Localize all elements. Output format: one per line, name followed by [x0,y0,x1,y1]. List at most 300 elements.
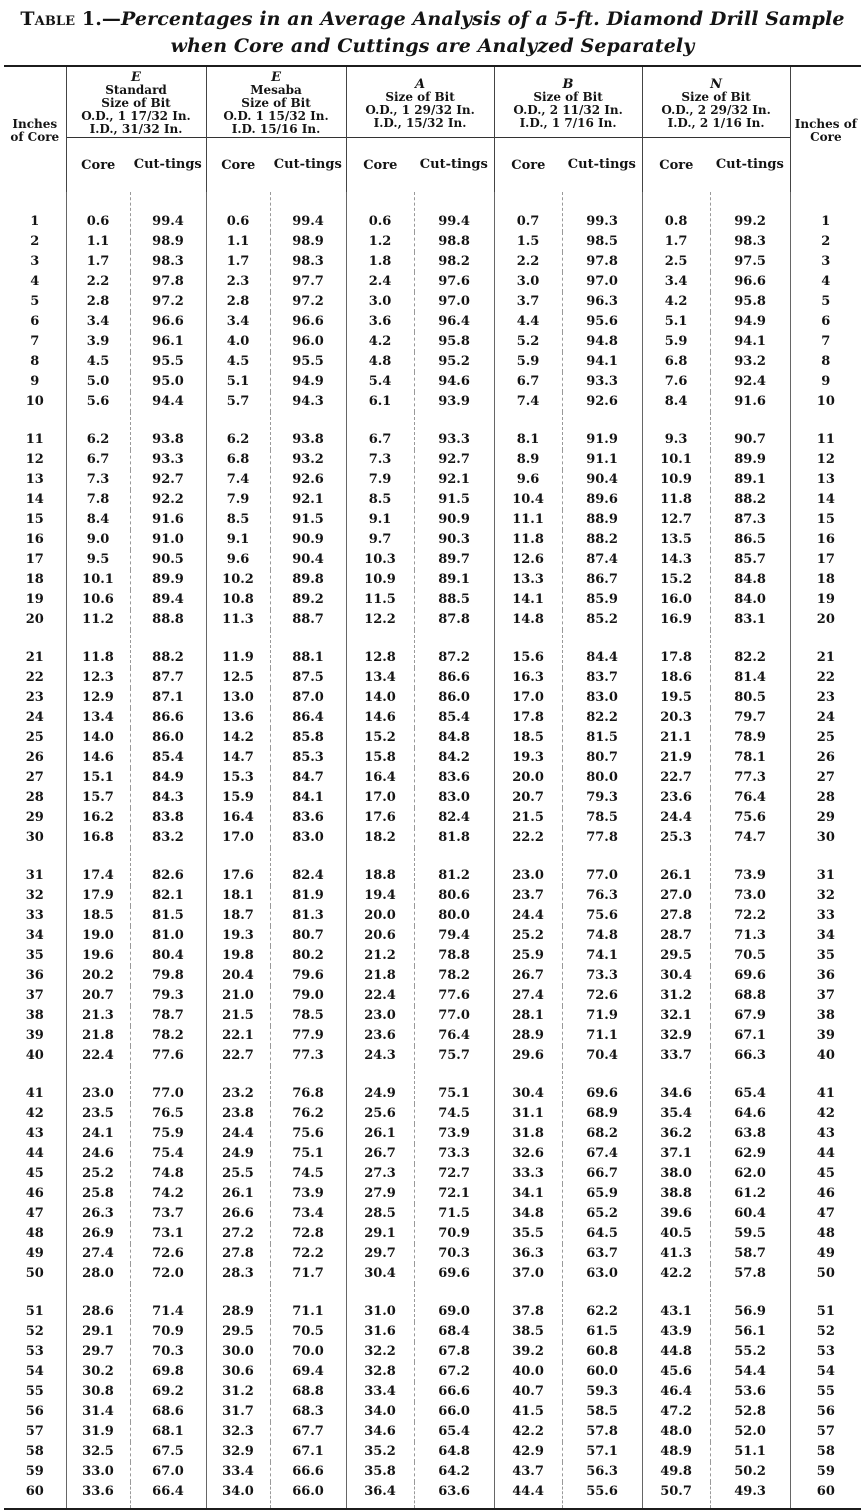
row-label-left: 47 [25,1206,44,1221]
cuttings-value: 90.7 [710,412,790,450]
core-value: 0.7 [494,192,562,232]
cuttings-value: 84.8 [414,728,494,748]
table-row [4,312,861,332]
core-value: 14.2 [206,728,270,748]
core-value: 6.8 [642,352,710,372]
row-label-right: 39 [790,1026,861,1046]
core-value: 28.9 [494,1026,562,1046]
core-value: 9.0 [66,530,130,550]
core-value: 21.8 [346,966,414,986]
core-value: 11.8 [494,530,562,550]
row-label-right: 44 [790,1144,861,1164]
core-value: 32.5 [66,1442,130,1462]
core-value: 23.0 [346,1006,414,1026]
cuttings-value: 93.8 [270,412,346,450]
core-value: 13.0 [206,688,270,708]
core-value: 17.4 [66,848,130,886]
subheader-core: Core [66,138,130,193]
row-label-right: 53 [790,1342,861,1362]
cuttings-value: 74.8 [562,926,642,946]
cuttings-value: 81.2 [414,848,494,886]
core-value: 5.9 [494,352,562,372]
cuttings-value: 77.6 [130,1046,206,1066]
cuttings-value: 99.4 [414,192,494,232]
core-value: 21.5 [494,808,562,828]
cuttings-value: 73.9 [270,1184,346,1204]
cuttings-value: 72.0 [130,1264,206,1284]
row-label-right: 5 [790,292,861,312]
row-label-right: 16 [790,530,861,550]
core-value: 36.4 [346,1482,414,1509]
cuttings-value: 51.1 [710,1442,790,1462]
core-value: 21.5 [206,1006,270,1026]
bit-line: Mesaba [250,83,302,97]
row-label-left: 9 [30,374,40,389]
table-row [4,1104,861,1124]
core-value: 16.4 [346,768,414,788]
cuttings-value: 77.3 [270,1046,346,1066]
core-value: 34.0 [346,1402,414,1422]
table-row [4,906,861,926]
cuttings-value: 79.3 [130,986,206,1006]
cuttings-value: 74.8 [130,1164,206,1184]
core-value: 3.4 [206,312,270,332]
core-value: 40.5 [642,1224,710,1244]
core-value: 0.6 [346,192,414,232]
core-value: 7.4 [494,392,562,412]
cuttings-value: 93.2 [270,450,346,470]
core-value: 17.9 [66,886,130,906]
core-value: 10.4 [494,490,562,510]
core-value: 30.0 [206,1342,270,1362]
core-value: 13.3 [494,570,562,590]
cuttings-value: 85.3 [270,748,346,768]
row-label-left: 10 [25,394,44,409]
cuttings-value: 82.6 [130,848,206,886]
core-value: 39.2 [494,1342,562,1362]
cuttings-value: 64.8 [414,1442,494,1462]
core-value: 13.6 [206,708,270,728]
cuttings-value: 72.6 [130,1244,206,1264]
cuttings-value: 81.0 [130,926,206,946]
cuttings-value: 90.4 [270,550,346,570]
cuttings-value: 76.2 [270,1104,346,1124]
row-label-right: 42 [790,1104,861,1124]
core-value: 10.9 [642,470,710,490]
table-row [4,372,861,392]
cuttings-value: 91.1 [562,450,642,470]
cuttings-value: 83.0 [414,788,494,808]
cuttings-value: 68.2 [562,1124,642,1144]
core-value: 16.2 [66,808,130,828]
core-value: 7.4 [206,470,270,490]
table-row [4,1164,861,1184]
core-value: 18.5 [494,728,562,748]
cuttings-value: 85.4 [414,708,494,728]
table-row [4,1244,861,1264]
cuttings-value: 75.6 [270,1124,346,1144]
core-value: 25.6 [346,1104,414,1124]
cuttings-value: 87.5 [270,668,346,688]
bit-line: I.D., 15/32 In. [373,115,467,130]
cuttings-value: 78.8 [414,946,494,966]
cuttings-value: 86.4 [270,708,346,728]
cuttings-value: 78.7 [130,1006,206,1026]
core-value: 28.9 [206,1284,270,1322]
core-value: 47.2 [642,1402,710,1422]
core-value: 21.0 [206,986,270,1006]
core-value: 12.8 [346,630,414,668]
core-value: 7.3 [66,470,130,490]
core-value: 18.6 [642,668,710,688]
bit-letter: A [414,76,426,92]
core-value: 29.1 [346,1224,414,1244]
subheader-cuttings: Cut-tings [270,138,346,193]
core-value: 7.8 [66,490,130,510]
cuttings-value: 85.2 [562,610,642,630]
core-value: 28.5 [346,1204,414,1224]
cuttings-value: 66.6 [414,1382,494,1402]
bit-line: Standard [105,83,167,97]
core-value: 12.2 [346,610,414,630]
cuttings-value: 69.6 [414,1264,494,1284]
core-value: 0.8 [642,192,710,232]
core-value: 34.1 [494,1184,562,1204]
row-label-left: 37 [25,988,44,1003]
core-value: 28.3 [206,1264,270,1284]
row-label-left: 7 [30,334,40,349]
cuttings-value: 92.2 [130,490,206,510]
core-value: 5.6 [66,392,130,412]
cuttings-value: 73.3 [414,1144,494,1164]
table-row [4,272,861,292]
subheader-core: Core [642,138,710,193]
cuttings-value: 89.9 [710,450,790,470]
table-row [4,966,861,986]
row-label-left: 35 [25,948,44,963]
cuttings-value: 91.6 [130,510,206,530]
core-value: 27.0 [642,886,710,906]
cuttings-value: 80.5 [710,688,790,708]
core-value: 34.8 [494,1204,562,1224]
core-value: 25.9 [494,946,562,966]
row-label-right: 50 [790,1264,861,1284]
cuttings-value: 85.7 [710,550,790,570]
core-value: 43.9 [642,1322,710,1342]
table-header [4,66,861,192]
cuttings-value: 76.4 [710,788,790,808]
core-value: 9.6 [494,470,562,490]
row-label-left: 41 [25,1086,44,1101]
row-label-left: 23 [25,690,44,705]
core-value: 32.9 [206,1442,270,1462]
core-value: 3.7 [494,292,562,312]
core-value: 10.3 [346,550,414,570]
row-label-right: 37 [790,986,861,1006]
cuttings-value: 61.2 [710,1184,790,1204]
cuttings-value: 70.4 [562,1046,642,1066]
cuttings-value: 94.8 [562,332,642,352]
core-value: 7.9 [206,490,270,510]
cuttings-value: 93.3 [562,372,642,392]
core-value: 9.3 [642,412,710,450]
row-label-right: 48 [790,1224,861,1244]
row-label-left: 17 [25,552,44,567]
row-label-right: 17 [790,550,861,570]
table-row [4,1224,861,1244]
cuttings-value: 55.6 [562,1482,642,1509]
core-value: 27.8 [206,1244,270,1264]
cuttings-value: 78.9 [710,728,790,748]
core-value: 13.5 [642,530,710,550]
core-value: 11.8 [642,490,710,510]
row-label-left: 48 [25,1226,44,1241]
cuttings-value: 99.2 [710,192,790,232]
core-value: 1.7 [206,252,270,272]
core-value: 5.7 [206,392,270,412]
core-value: 38.0 [642,1164,710,1184]
core-value: 25.3 [642,828,710,848]
row-label-right: 19 [790,590,861,610]
core-value: 18.5 [66,906,130,926]
cuttings-value: 97.0 [414,292,494,312]
cuttings-value: 88.1 [270,630,346,668]
row-label-left: 8 [30,354,40,369]
row-label-left: 16 [25,532,44,547]
cuttings-value: 74.1 [562,946,642,966]
core-value: 27.8 [642,906,710,926]
row-label-right: 57 [790,1422,861,1442]
table-caption [4,6,861,60]
cuttings-value: 81.5 [562,728,642,748]
core-value: 21.3 [66,1006,130,1026]
cuttings-value: 69.6 [710,966,790,986]
core-value: 30.4 [346,1264,414,1284]
core-value: 26.3 [66,1204,130,1224]
core-value: 15.1 [66,768,130,788]
row-label-left: 57 [25,1424,44,1439]
row-label-left: 15 [25,512,44,527]
core-value: 32.3 [206,1422,270,1442]
cuttings-value: 78.2 [414,966,494,986]
cuttings-value: 77.0 [414,1006,494,1026]
core-value: 19.8 [206,946,270,966]
cuttings-value: 89.7 [414,550,494,570]
core-value: 12.5 [206,668,270,688]
cuttings-value: 67.4 [562,1144,642,1164]
row-label-right: 18 [790,570,861,590]
cuttings-value: 73.0 [710,886,790,906]
bit-line: O.D., 1 17/32 In. [81,109,191,123]
row-label-right: 21 [790,630,861,668]
core-value: 28.7 [642,926,710,946]
bit-line: Size of Bit [681,89,751,104]
cuttings-value: 73.9 [414,1124,494,1144]
core-value: 29.5 [206,1322,270,1342]
cuttings-value: 81.4 [710,668,790,688]
core-value: 5.0 [66,372,130,392]
row-label-left: 60 [4,1482,66,1509]
core-value: 20.6 [346,926,414,946]
cuttings-value: 97.6 [414,272,494,292]
core-value: 26.9 [66,1224,130,1244]
core-value: 24.6 [66,1144,130,1164]
cuttings-value: 81.9 [270,886,346,906]
core-value: 48.0 [642,1422,710,1442]
group-header-standard-e [66,66,206,138]
row-label-right: 1 [790,192,861,232]
core-value: 4.0 [206,332,270,352]
core-value: 1.2 [346,232,414,252]
row-label-left: 11 [25,432,44,447]
cuttings-value: 76.5 [130,1104,206,1124]
cuttings-value: 93.9 [414,392,494,412]
core-value: 22.7 [642,768,710,788]
bit-line: I.D., 1 7/16 In. [519,115,617,130]
cuttings-value: 84.7 [270,768,346,788]
cuttings-value: 79.0 [270,986,346,1006]
cuttings-value: 78.1 [710,748,790,768]
row-label-right: 23 [790,688,861,708]
table-row [4,1462,861,1482]
cuttings-value: 96.6 [130,312,206,332]
row-label-left: 21 [25,650,44,665]
cuttings-value: 83.8 [130,808,206,828]
core-value: 32.6 [494,1144,562,1164]
core-value: 31.2 [206,1382,270,1402]
core-value: 31.0 [346,1284,414,1322]
cuttings-value: 96.1 [130,332,206,352]
cuttings-value: 74.5 [414,1104,494,1124]
core-value: 27.9 [346,1184,414,1204]
core-value: 32.8 [346,1362,414,1382]
core-value: 4.4 [494,312,562,332]
core-value: 8.5 [346,490,414,510]
core-value: 12.3 [66,668,130,688]
table-row [4,788,861,808]
cuttings-value: 96.6 [710,272,790,292]
core-value: 6.2 [206,412,270,450]
cuttings-value: 82.1 [130,886,206,906]
core-value: 37.8 [494,1284,562,1322]
core-value: 27.2 [206,1224,270,1244]
core-value: 17.8 [642,630,710,668]
core-value: 31.2 [642,986,710,1006]
cuttings-value: 72.7 [414,1164,494,1184]
cuttings-value: 71.7 [270,1264,346,1284]
cuttings-value: 71.1 [562,1026,642,1046]
row-label-right: 47 [790,1204,861,1224]
core-value: 15.9 [206,788,270,808]
core-value: 9.7 [346,530,414,550]
core-value: 6.7 [346,412,414,450]
cuttings-value: 63.8 [710,1124,790,1144]
cuttings-value: 57.1 [562,1442,642,1462]
cuttings-value: 71.1 [270,1284,346,1322]
core-value: 50.7 [642,1482,710,1509]
core-value: 19.4 [346,886,414,906]
subheader-cuttings: Cut-tings [130,138,206,193]
core-value: 12.9 [66,688,130,708]
core-value: 1.7 [66,252,130,272]
cuttings-value: 90.9 [270,530,346,550]
cuttings-value: 92.4 [710,372,790,392]
table-row [4,550,861,570]
core-value: 11.1 [494,510,562,530]
core-value: 15.2 [642,570,710,590]
cuttings-value: 98.3 [710,232,790,252]
subheader-cuttings: Cut-tings [414,138,494,193]
core-value: 42.2 [642,1264,710,1284]
row-label-left: 28 [25,790,44,805]
row-label-left: 14 [25,492,44,507]
row-label-left: 44 [25,1146,44,1161]
cuttings-value: 77.9 [270,1026,346,1046]
core-value: 22.4 [346,986,414,1006]
row-label-right: 51 [790,1284,861,1322]
cuttings-value: 97.2 [130,292,206,312]
cuttings-value: 88.8 [130,610,206,630]
cuttings-value: 97.0 [562,272,642,292]
table-row [4,610,861,630]
table-row [4,450,861,470]
row-label-header-left: Inches of Core [4,66,66,192]
row-label-right: 41 [790,1066,861,1104]
table-row [4,252,861,272]
cuttings-value: 64.6 [710,1104,790,1124]
cuttings-value: 69.4 [270,1362,346,1382]
cuttings-value: 87.1 [130,688,206,708]
table-row [4,748,861,768]
core-value: 33.0 [66,1462,130,1482]
cuttings-value: 52.8 [710,1402,790,1422]
cuttings-value: 73.7 [130,1204,206,1224]
row-label-right: 56 [790,1402,861,1422]
cuttings-value: 64.5 [562,1224,642,1244]
cuttings-value: 90.5 [130,550,206,570]
row-label-right: 35 [790,946,861,966]
table-row [4,470,861,490]
cuttings-value: 59.5 [710,1224,790,1244]
cuttings-value: 91.0 [130,530,206,550]
cuttings-value: 71.9 [562,1006,642,1026]
cuttings-value: 88.9 [562,510,642,530]
cuttings-value: 89.2 [270,590,346,610]
core-value: 9.1 [206,530,270,550]
table-row [4,1342,861,1362]
core-value: 11.3 [206,610,270,630]
row-label-left: 58 [25,1444,44,1459]
core-value: 3.4 [642,272,710,292]
bit-line: Size of Bit [101,96,171,110]
row-label-left: 53 [25,1344,44,1359]
cuttings-value: 80.0 [414,906,494,926]
core-value: 16.8 [66,828,130,848]
core-value: 20.2 [66,966,130,986]
core-value: 2.8 [206,292,270,312]
cuttings-value: 68.8 [710,986,790,1006]
cuttings-value: 65.4 [710,1066,790,1104]
core-value: 30.6 [206,1362,270,1382]
core-value: 42.9 [494,1442,562,1462]
core-value: 42.2 [494,1422,562,1442]
cuttings-value: 98.9 [130,232,206,252]
core-value: 9.6 [206,550,270,570]
core-value: 36.3 [494,1244,562,1264]
cuttings-value: 87.7 [130,668,206,688]
core-value: 30.4 [642,966,710,986]
cuttings-value: 98.8 [414,232,494,252]
